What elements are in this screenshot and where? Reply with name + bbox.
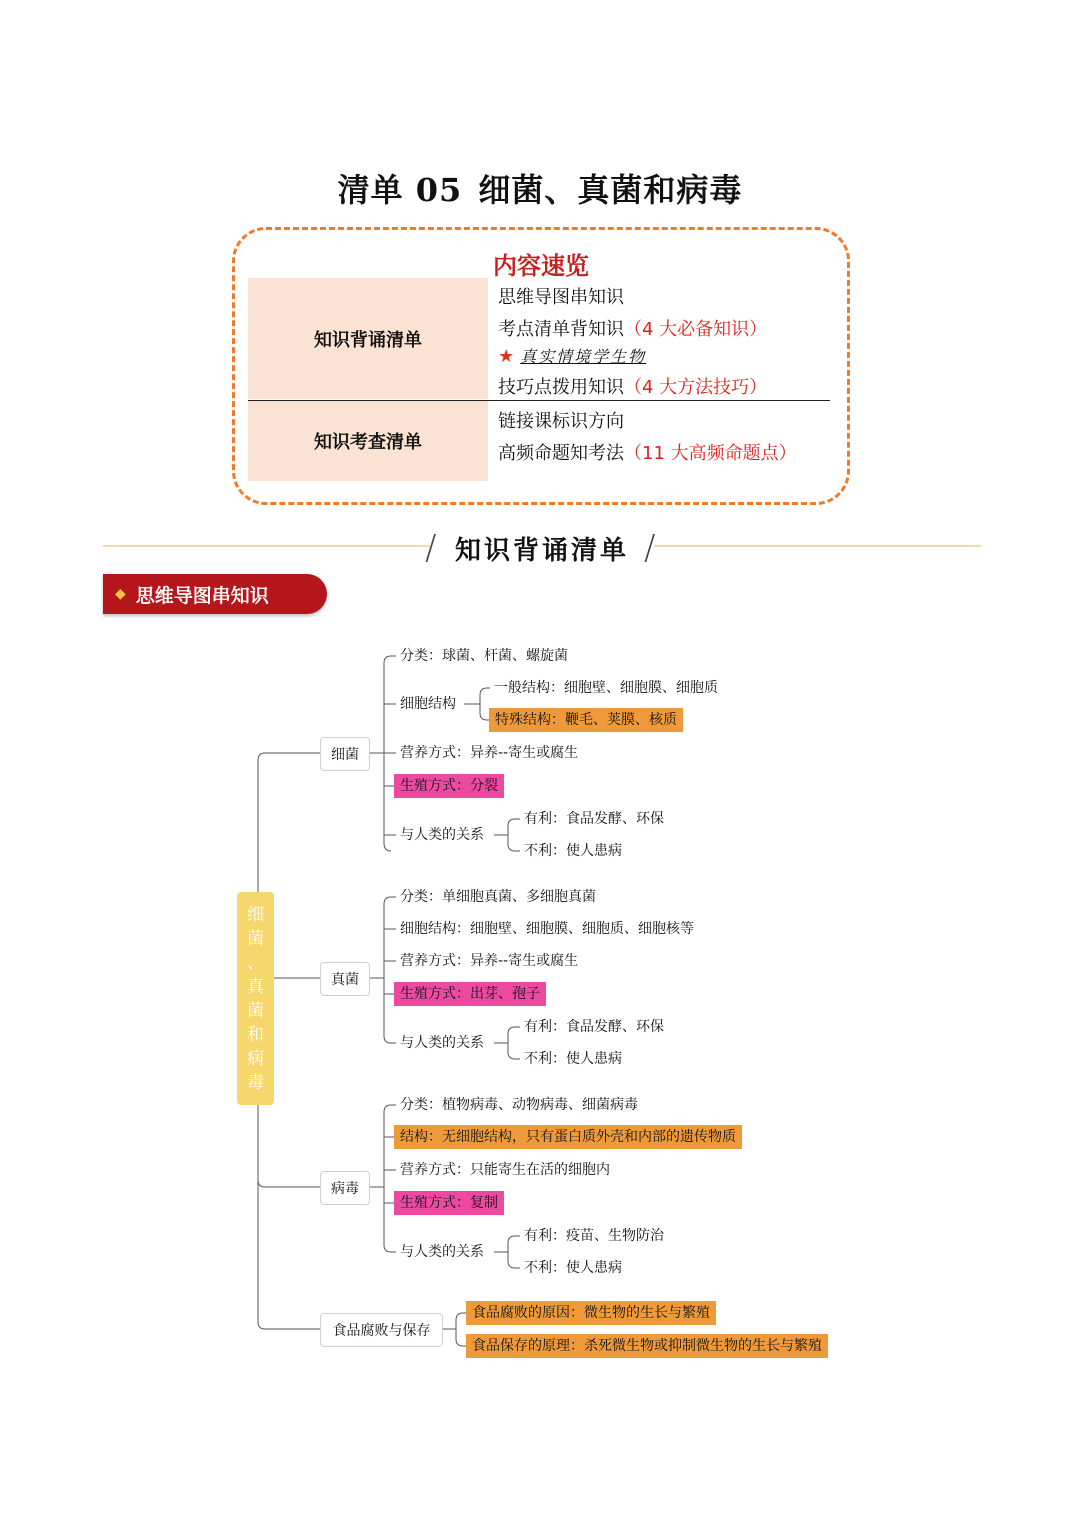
fungi-structure: 细胞结构：细胞壁、细胞膜、细胞质、细胞核等 — [400, 921, 694, 937]
bacteria-harm: 不利：使人患病 — [524, 843, 622, 859]
virus-structure: 结构：无细胞结构，只有蛋白质外壳和内部的遗传物质 — [394, 1125, 742, 1149]
slash-decoration: / — [644, 528, 656, 568]
virus-nutrition: 营养方式：只能寄生在活的细胞内 — [400, 1162, 610, 1178]
title-main: 细菌、真菌和病毒 — [478, 171, 743, 209]
node-bacteria: 细菌 — [320, 737, 370, 771]
node-virus: 病毒 — [320, 1171, 370, 1205]
overview-item: 思维导图串知识 — [498, 287, 624, 308]
virus-reproduction: 生殖方式：复制 — [394, 1191, 504, 1215]
bacteria-reproduction: 生殖方式：分裂 — [394, 774, 504, 798]
virus-benefit: 有利：疫苗、生物防治 — [524, 1228, 664, 1244]
overview-item: 链接课标识方向 — [498, 411, 624, 432]
virus-harm: 不利：使人患病 — [524, 1260, 622, 1276]
subsection-tag-label: 思维导图串知识 — [135, 584, 269, 607]
slash-decoration: / — [425, 528, 437, 568]
overview-star-item: ★ 真实情境学生物 — [498, 346, 647, 367]
fungi-reproduction: 生殖方式：出芽、孢子 — [394, 982, 546, 1006]
food-cause: 食品腐败的原因：微生物的生长与繁殖 — [466, 1301, 716, 1325]
overview-heading: 内容速览 — [493, 252, 589, 280]
fungi-classification: 分类：单细胞真菌、多细胞真菌 — [400, 889, 596, 905]
overview-group1-label: 知识背诵清单 — [248, 278, 488, 399]
overview-item: 考点清单背知识（4 大必备知识） — [498, 319, 768, 340]
title-prefix: 清单 05 — [337, 171, 463, 209]
virus-relation-label: 与人类的关系 — [400, 1244, 484, 1260]
virus-classification: 分类：植物病毒、动物病毒、细菌病毒 — [400, 1097, 638, 1113]
star-icon: ★ — [498, 346, 515, 367]
fungi-nutrition: 营养方式：异养--寄生或腐生 — [400, 953, 579, 969]
fungi-benefit: 有利：食品发酵、环保 — [524, 1019, 664, 1035]
bacteria-classification: 分类：球菌、杆菌、螺旋菌 — [400, 648, 568, 664]
overview-item: 技巧点拨用知识（4 大方法技巧） — [498, 377, 768, 398]
fungi-relation-label: 与人类的关系 — [400, 1035, 484, 1051]
bacteria-nutrition: 营养方式：异养--寄生或腐生 — [400, 745, 579, 761]
diamond-icon: ◆ — [115, 586, 126, 602]
overview-item: 高频命题知考法（11 大高频命题点） — [498, 443, 797, 464]
overview-group2-label: 知识考查清单 — [248, 401, 488, 481]
bacteria-structure-label: 细胞结构 — [400, 696, 456, 712]
mindmap-root: 细 菌 、 真 菌 和 病 毒 — [237, 892, 274, 1105]
section-title: 知识背诵清单 — [454, 536, 629, 566]
bacteria-benefit: 有利：食品发酵、环保 — [524, 811, 664, 827]
bacteria-structure-special: 特殊结构：鞭毛、荚膜、核质 — [489, 708, 683, 732]
bacteria-relation-label: 与人类的关系 — [400, 827, 484, 843]
bacteria-structure-general: 一般结构：细胞壁、细胞膜、细胞质 — [494, 680, 718, 696]
node-fungi: 真菌 — [320, 962, 370, 996]
food-preserve: 食品保存的原理：杀死微生物或抑制微生物的生长与繁殖 — [466, 1334, 828, 1358]
node-food: 食品腐败与保存 — [320, 1313, 443, 1347]
fungi-harm: 不利：使人患病 — [524, 1051, 622, 1067]
